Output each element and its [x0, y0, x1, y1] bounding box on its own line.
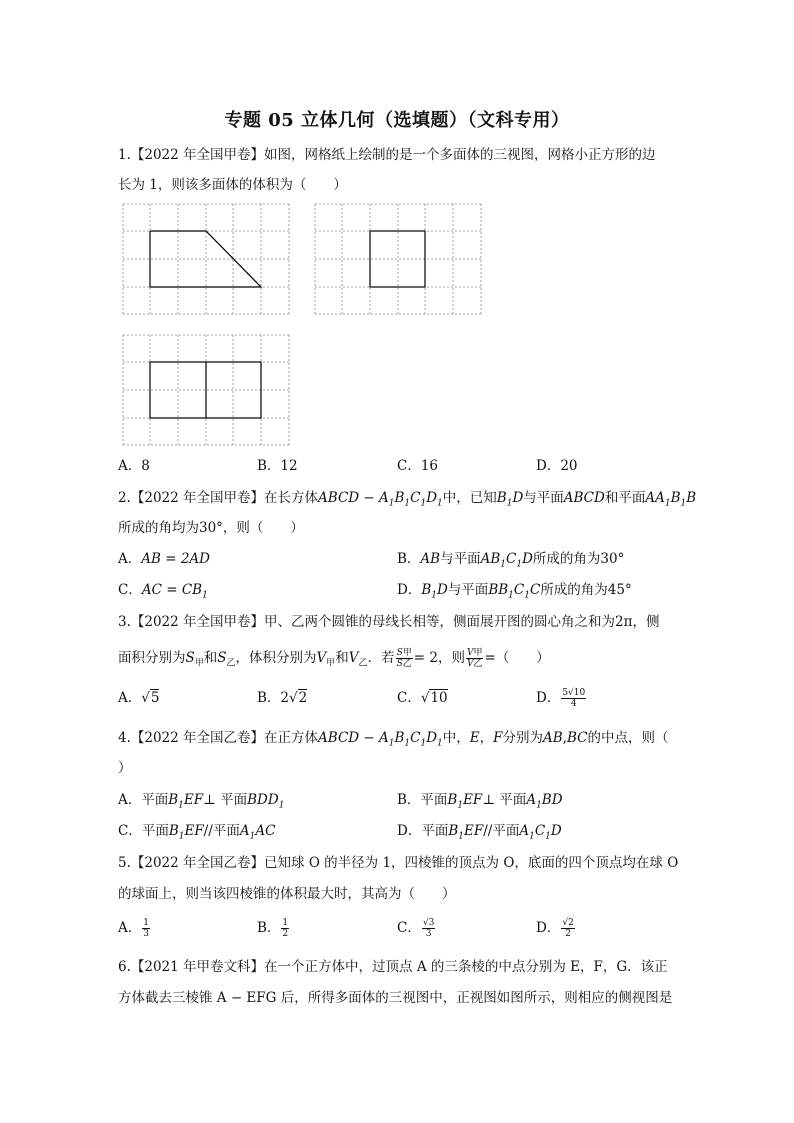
q6-line2: 方体截去三棱锥 A − EFG 后，所得多面体的三视图中，正视图如图所示，则相应的侧视图是 — [118, 990, 673, 1006]
top-view-figure — [122, 334, 290, 446]
q3-line1: 3.【2022 年全国甲卷】甲、乙两个圆锥的母线长相等，侧面展开图的圆心角之和为2π，侧 — [118, 614, 660, 630]
q3-option-d: D． $\frac{5√10}{4}$ — [536, 688, 586, 709]
q1-option-c: C．16 — [397, 458, 439, 474]
q4-line1: 4.【2022 年全国乙卷】在正方体ABCD − $A_1B_1C_1D_1$中，E，F分别为AB,BC的中点，则（ — [118, 730, 669, 749]
q4-option-a: A．平面$B_1EF\perp$ 平面$BDD_1$ — [118, 792, 285, 811]
q2-line2: 所成的角均为30°，则（ ） — [118, 520, 304, 536]
page-title: 专题 05 立体几何（选填题）（文科专用） — [224, 110, 570, 131]
q2-option-a: A．AB = 2AD — [118, 551, 210, 567]
q5-line2: 的球面上，则当该四棱锥的体积最大时，其高为（ ） — [118, 886, 456, 902]
q1-option-d: D．20 — [536, 458, 578, 474]
q4-option-d: D．平面$B_1EF//$平面$A_1C_1D$ — [397, 823, 562, 842]
q2-option-d: D．$B_1D$与平面$BB_1C_1C$所成的角为45° — [397, 582, 632, 601]
q3-option-c: C．√10 — [397, 690, 448, 706]
q5-option-d: D． $\frac{√2}{2}$ — [536, 918, 574, 939]
q4-option-c: C．平面$B_1EF//$平面$A_1AC$ — [118, 823, 276, 842]
q2-line1: 2.【2022 年全国甲卷】在长方体ABCD − $A_1B_1C_1D_1$中，已知$B_1D$与平面ABCD和平面$AA_1B_1B$ — [118, 490, 697, 509]
q3-option-b: B．2√2 — [257, 690, 308, 706]
q2-option-b: B．AB与平面$AB_1C_1D$所成的角为30° — [397, 551, 625, 570]
q2-mid2: 与平面 — [523, 490, 564, 506]
side-view-figure — [314, 203, 482, 315]
q1-option-a: A．8 — [118, 458, 150, 474]
q5-line1: 5.【2022 年全国乙卷】已知球 O 的半径为 1，四棱锥的顶点为 O，底面的四个顶点均在球 O — [118, 855, 679, 871]
q3-option-a: A．√5 — [118, 690, 160, 706]
q6-line1: 6.【2021 年甲卷文科】在一个正方体中，过顶点 A 的三条棱的中点分别为 E，F，G．该正 — [118, 959, 668, 975]
q2-mid3: 和平面 — [604, 490, 646, 506]
q4-line2: ） — [118, 760, 132, 776]
q1-line2: 长为 1，则该多面体的体积为（ ） — [118, 177, 347, 193]
q5-option-b: B． $\frac{1}{2}$ — [257, 918, 289, 939]
q5-option-a: A． $\frac{1}{3}$ — [118, 918, 149, 939]
q5-option-c: C． $\frac{√3}{3}$ — [397, 918, 435, 939]
q2-option-c: C．AC = $CB_1$ — [118, 582, 208, 601]
q2-mid1: 中，已知 — [442, 490, 497, 506]
q1-line1: 1.【2022 年全国甲卷】如图，网格纸上绘制的是一个多面体的三视图，网格小正方形的边 — [118, 147, 656, 163]
q4-option-b: B．平面$B_1EF\perp$ 平面$A_1BD$ — [397, 792, 563, 811]
q3-line2: 面积分别为$S_甲$和$S_乙$，体积分别为$V_甲$和$V_乙$．若 $\frac{\text{S甲}}{\text{S乙}}$ = 2，则 $\frac{\text{V甲}}{\text{V乙}}$ =（ ） — [118, 648, 550, 669]
front-view-figure — [122, 203, 290, 315]
q2-prefix: 2.【2022 年全国甲卷】在长方体 — [118, 490, 319, 506]
q1-option-b: B．12 — [257, 458, 298, 474]
